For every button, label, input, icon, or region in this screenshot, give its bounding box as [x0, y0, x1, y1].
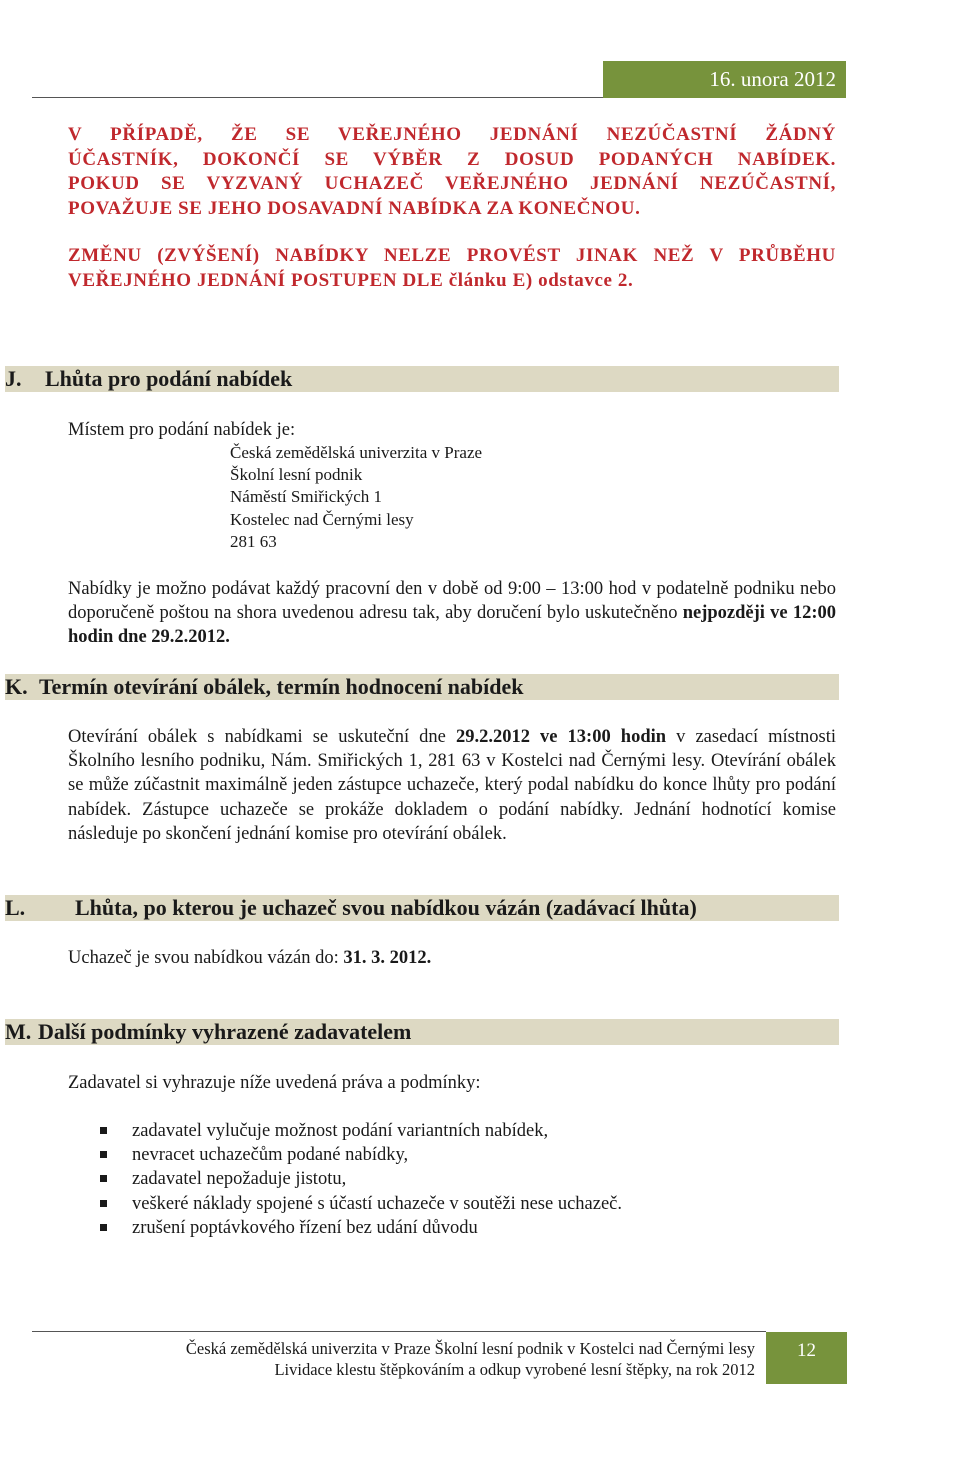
section-l-body [68, 946, 836, 970]
footer-rule [32, 1331, 766, 1332]
section-j-heading [5, 366, 839, 392]
body-text: v zasedací místnosti Školního lesního podniku, Nám. Smiřických 1, 281 63 v Kostelci nad Černými lesy. Otevírání obálek se může zúčastnit maximálně jeden zástupce uchazeče, který podal nabídku do konce lhůty pro podání nabídek. Zástupce uchazeče se prokáže dokladem o podání nabídky. Jednání hodnotící komise následuje po skončení jednání komise pro otevírání obálek. [68, 727, 837, 844]
caps-paragraph-1 [68, 123, 836, 221]
section-letter: M. [5, 1019, 32, 1044]
body-text: Uchazeč je svou nabídkou vázán do: [68, 948, 339, 968]
bullet-square-icon [100, 1127, 107, 1134]
section-title: Lhůta, po kterou je uchazeč svou nabídkou vázán (zadávací lhůta) [75, 895, 697, 920]
bullet-square-icon [100, 1151, 107, 1158]
bullet-square-icon [100, 1200, 107, 1207]
section-k-heading [5, 674, 839, 700]
section-letter: J. [5, 366, 22, 391]
bullet-square-icon [100, 1175, 107, 1182]
address-line: Kostelec nad Černými lesy [230, 509, 414, 529]
section-j-body [68, 577, 836, 650]
section-m-heading [5, 1019, 839, 1045]
caps-line: VEŘEJNÉHO JEDNÁNÍ POSTUPEN DLE článku E) odstavce 2. [68, 269, 634, 291]
footer-text [100, 1338, 755, 1380]
bullet-square-icon [100, 1224, 107, 1231]
address-line: 281 63 [230, 531, 277, 551]
section-l-heading [5, 895, 839, 921]
conditions-list [100, 1119, 840, 1240]
page-number: 12 [766, 1332, 847, 1384]
header-date: 16. unora 2012 [603, 61, 846, 98]
list-item: veškeré náklady spojené s účastí uchazeče v soutěži nese uchazeč. [100, 1192, 840, 1216]
footer-line-1: Česká zemědělská univerzita v Praze Školní lesní podnik v Kostelci nad Černými lesy [185, 1339, 755, 1358]
list-item: zadavatel vylučuje možnost podání variantních nabídek, [100, 1119, 840, 1143]
caps-line: POVAŽUJE SE JEHO DOSAVADNÍ NABÍDKA ZA KONEČNOU. [68, 197, 641, 219]
binding-date-text: 31. 3. 2012. [343, 948, 432, 968]
section-title: Další podmínky vyhrazené zadavatelem [38, 1019, 412, 1044]
list-item: zadavatel nepožaduje jistotu, [100, 1167, 840, 1191]
address-block [230, 442, 482, 553]
caps-line: ÚČASTNÍK, DOKONČÍ SE VÝBĚR Z DOSUD PODANÝCH NABÍDEK. [68, 148, 836, 170]
section-letter: L. [5, 895, 26, 920]
list-item: zrušení poptávkového řízení bez udání důvodu [100, 1216, 840, 1240]
section-j-intro: Místem pro podání nabídek je: [68, 420, 296, 440]
section-title: Lhůta pro podání nabídek [45, 366, 293, 391]
section-letter: K. [5, 674, 28, 699]
caps-line: POKUD SE VYZVANÝ UCHAZEČ VEŘEJNÉHO JEDNÁNÍ NEZÚČASTNÍ, [68, 173, 836, 194]
section-k-body [68, 725, 836, 846]
address-line: Školní lesní podnik [230, 465, 363, 485]
deadline-text: nejpozději ve 12:00 hodin dne 29.2.2012. [68, 603, 836, 648]
opening-date-text: 29.2.2012 ve 13:00 hodin [455, 727, 667, 747]
section-title: Termín otevírání obálek, termín hodnocení nabídek [39, 674, 524, 699]
body-text: Nabídky je možno podávat každý pracovní den v době od 9:00 – 13:00 hod v podatelně podniku nebo doporučeně poštou na shora uvedenou adresu tak, aby doručení bylo uskutečněno [68, 579, 836, 624]
list-item: nevracet uchazečům podané nabídky, [100, 1143, 840, 1167]
caps-paragraph-2 [68, 244, 836, 293]
address-line: Česká zemědělská univerzita v Praze [230, 443, 483, 462]
footer-line-2: Lividace klestu štěpkováním a odkup vyrobené lesní štěpky, na rok 2012 [274, 1360, 755, 1379]
caps-line: ZMĚNU (ZVÝŠENÍ) NABÍDKY NELZE PROVÉST JINAK NEŽ V PRŮBĚHU [68, 245, 836, 266]
header-rule [32, 97, 604, 98]
section-m-intro: Zadavatel si vyhrazuje níže uvedená práva a podmínky: [68, 1073, 481, 1093]
body-text: Otevírání obálek s nabídkami se uskuteční dne [68, 727, 446, 747]
address-line: Náměstí Smiřických 1 [230, 487, 383, 507]
caps-line: V PŘÍPADĚ, ŽE SE VEŘEJNÉHO JEDNÁNÍ NEZÚČASTNÍ ŽÁDNÝ [68, 124, 836, 145]
